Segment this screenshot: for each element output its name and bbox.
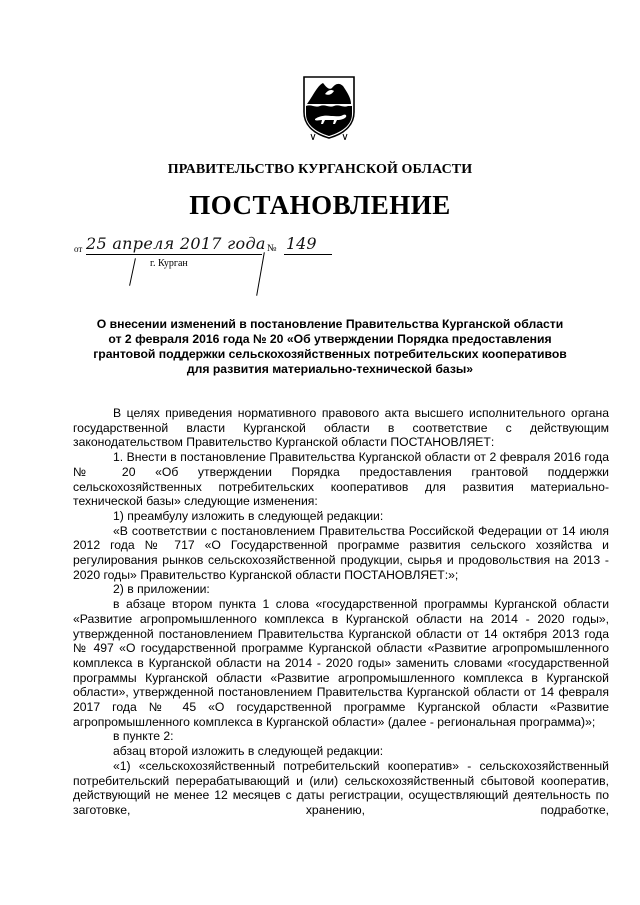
document-type-title: ПОСТАНОВЛЕНИЕ [189, 190, 451, 220]
number-underline [284, 254, 332, 255]
body-paragraph-amendment-1: в абзаце втором пункта 1 слова «государственной программы Курганской области «Развитие агропромышленного комплекса в Курганской области на 2014 - 2020 годы», утвержденной постановлением Правительства Курганской области от 14 октября 2013 года № 497 «О государственной программе Курганской области «Развитие агропромышленного комплекса в Курганской области на 2014 - 2020 годы» заменить словами «государственной программы Курганской области «Развитие агропромышленного комплекса в Курганской области», утвержденной постановлением Правительства Курганской области от 14 февраля 2017 года № 45 «О государственной программе Курганской области «Развитие агропромышленного комплекса в Курганской области» (далее - региональная программа)»; [73, 597, 609, 729]
subject-line: от 2 февраля 2016 года № 20 «Об утверждении Порядка предоставления [108, 332, 552, 346]
handwritten-date: 25 апреля 2017 года [86, 234, 266, 253]
body-paragraph-definition: «1) «сельскохозяйственный потребительский кооператив» - сельскохозяйственный потребительский перерабатывающий и (или) сельскохозяйственный сбытовой кооператив, действующий не менее 12 месяцев с даты регистрации, осуществляющий деятельность по заготовке, хранению, подработке, [73, 758, 609, 817]
subject-line: для развития материально-технической базы» [186, 362, 474, 376]
body-paragraph-item-1: 1. Внести в постановление Правительства Курганской области от 2 февраля 2016 года № 20 «Об утверждении Порядка предоставления грантовой поддержки сельскохозяйственных потребительских кооперативов для развития материально-технической базы» следующие изменения: [73, 450, 609, 509]
subject-line: грантовой поддержки сельскохозяйственных потребительских кооперативов [93, 347, 567, 361]
body-paragraph-subitem-2: 2) в приложении: [113, 582, 210, 597]
body-paragraph-abzac-2: абзац второй изложить в следующей редакции: [113, 744, 384, 759]
date-underline [86, 254, 262, 255]
body-paragraph-subitem-1: 1) преамбулу изложить в следующей редакции: [113, 508, 384, 523]
body-paragraph-point-2: в пункте 2: [113, 729, 174, 744]
document-body [73, 406, 609, 818]
body-paragraph-preamble: В целях приведения нормативного правового акта высшего исполнительного органа государственной власти Курганской области в соответствие с действующим законодательством Правительство Курганской области ПОСТАНОВЛЯЕТ: [73, 406, 609, 450]
date-number-line [74, 236, 354, 296]
pen-stroke [256, 252, 265, 296]
subject-line: О внесении изменений в постановление Правительства Курганской области [96, 317, 564, 331]
city-label: г. Курган [150, 258, 188, 269]
coat-of-arms-icon [301, 74, 357, 140]
document-subject [60, 317, 600, 377]
government-title: ПРАВИТЕЛЬСТВО КУРГАНСКОЙ ОБЛАСТИ [167, 162, 473, 177]
handwritten-number: 149 [286, 234, 317, 253]
pen-stroke [129, 258, 136, 286]
body-paragraph-new-preamble: «В соответствии с постановлением Правительства Российской Федерации от 14 июля 2012 года № 717 «О Государственной программе развития сельского хозяйства и регулирования рынков сельскохозяйственной продукции, сырья и продовольствия на 2013 - 2020 годы» Правительство Курганской области ПОСТАНОВЛЯЕТ:»; [73, 523, 609, 582]
number-sign: № [267, 243, 277, 254]
date-prefix: от [74, 244, 83, 254]
